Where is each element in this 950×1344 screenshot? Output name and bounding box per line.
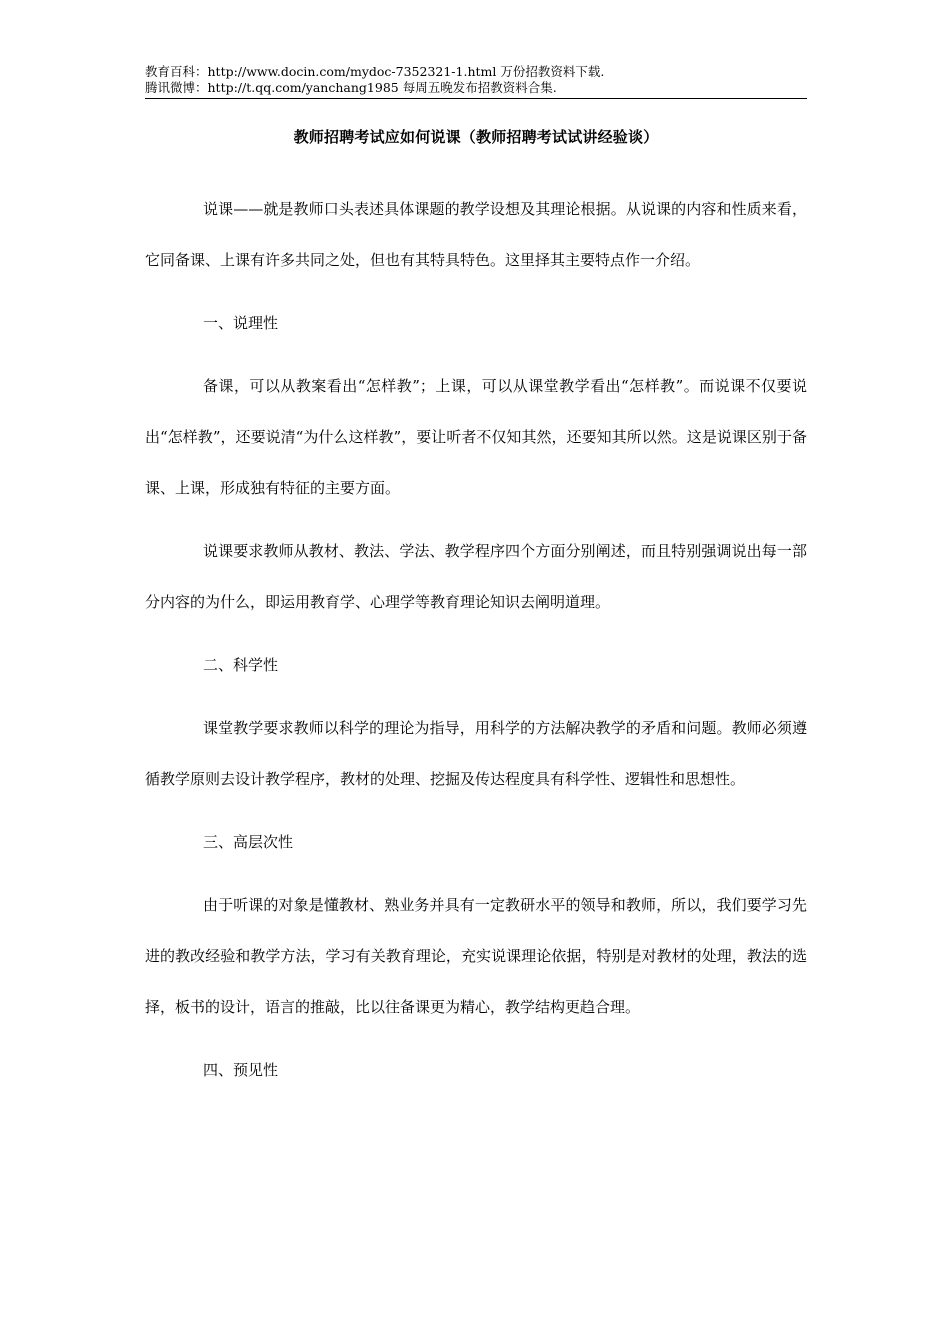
intro-paragraph: 说课——就是教师口头表述具体课题的教学设想及其理论根据。从说课的内容和性质来看，它同备课、上课有许多共同之处，但也有其特具特色。这里择其主要特点作一介绍。 <box>145 200 807 269</box>
document-title: 教师招聘考试应如何说课（教师招聘考试试讲经验谈） <box>293 128 659 146</box>
page-header <box>145 64 807 99</box>
section-1-paragraph-1: 备课，可以从教案看出“怎样教”；上课，可以从课堂教学看出“怎样教”。而说课不仅要说出“怎样教”，还要说清“为什么这样教”，要让听者不仅知其然，还要知其所以然。这是说课区别于备课、上课，形成独有特征的主要方面。 <box>145 377 807 497</box>
header-line-weibo: 腾讯微博：http://t.qq.com/yanchang1985 每周五晚发布招教资料合集. <box>145 80 557 95</box>
section-3-paragraph-1: 由于听课的对象是懂教材、熟业务并具有一定教研水平的领导和教师，所以，我们要学习先进的教改经验和教学方法，学习有关教育理论，充实说课理论依据，特别是对教材的处理，教法的选择，板书的设计，语言的推敲，比以往备课更为精心，教学结构更趋合理。 <box>145 896 807 1016</box>
section-2-paragraph-1: 课堂教学要求教师以科学的理论为指导，用科学的方法解决教学的矛盾和问题。教师必须遵循教学原则去设计教学程序，教材的处理、挖掘及传达程度具有科学性、逻辑性和思想性。 <box>145 719 807 788</box>
section-heading-2: 二、科学性 <box>203 656 279 674</box>
document-page <box>145 64 807 1096</box>
document-body <box>145 184 807 1096</box>
section-heading-4: 四、预见性 <box>203 1061 279 1079</box>
header-line-docin: 教育百科：http://www.docin.com/mydoc-7352321-1.html 万份招教资料下载. <box>145 64 605 79</box>
section-heading-3: 三、高层次性 <box>203 833 294 851</box>
section-heading-1: 一、说理性 <box>203 314 279 332</box>
section-1-paragraph-2: 说课要求教师从教材、教法、学法、教学程序四个方面分别阐述，而且特别强调说出每一部分内容的为什么，即运用教育学、心理学等教育理论知识去阐明道理。 <box>145 542 807 611</box>
